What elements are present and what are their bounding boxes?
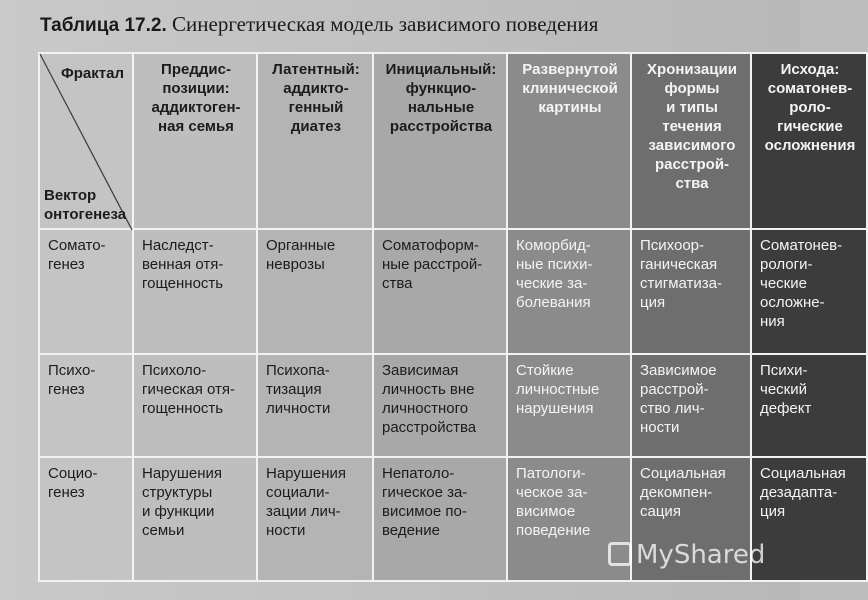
table-cell: Патологи- ческое за- висимое поведение [507, 457, 631, 581]
table-cell: Стойкие личностные нарушения [507, 354, 631, 457]
row-header-sociogenesis: Социо- генез [39, 457, 133, 581]
table-cell: Органные неврозы [257, 229, 373, 354]
table-cell: Зависимая личность вне личностного расстройства [373, 354, 507, 457]
table-cell: Непатоло- гическое за- висимое по- ведение [373, 457, 507, 581]
table-cell: Коморбид- ные психи- ческие за- болевания [507, 229, 631, 354]
table-row [39, 229, 867, 354]
presentation-board-icon [608, 542, 632, 566]
table-cell: Социальная дезадапта- ция [751, 457, 867, 581]
corner-header-cell [39, 53, 133, 229]
table-cell: Психоор- ганическая стигматиза- ция [631, 229, 751, 354]
table-cell: Зависимое расстрой- ство лич- ности [631, 354, 751, 457]
corner-label-fractal: Фрактал [60, 65, 124, 82]
table-caption: Синергетическая модель зависимого поведения [172, 12, 599, 36]
column-header-latent: Латентный: аддикто- генный диатез [257, 53, 373, 229]
corner-label-vector: Вектор онтогенеза [44, 187, 127, 223]
table-cell: Психи- ческий дефект [751, 354, 867, 457]
table-number: Таблица 17.2. [40, 15, 167, 36]
column-header-outcome: Исхода: соматонев- роло- гические осложнения [751, 53, 867, 229]
table-cell: Нарушения социали- зации лич- ности [257, 457, 373, 581]
table-cell: Соматонев- рологи- ческие осложне- ния [751, 229, 867, 354]
watermark-text: MyShared [636, 540, 766, 570]
table-title [40, 12, 598, 37]
table-cell: Соматоформ- ные расстрой- ства [373, 229, 507, 354]
column-header-predispositions: Преддис- позиции: аддиктоген- ная семья [133, 53, 257, 229]
table-cell: Психоло- гическая отя- гощенность [133, 354, 257, 457]
table-cell: Психопа- тизация личности [257, 354, 373, 457]
watermark [608, 540, 765, 570]
column-header-clinical: Развернутой клинической картины [507, 53, 631, 229]
table-cell: Наследст- венная отя- гощенность [133, 229, 257, 354]
table-row [39, 354, 867, 457]
header-row [39, 53, 867, 229]
table-cell: Социальная декомпен- сация [631, 457, 751, 581]
row-header-somatogenesis: Сомато- генез [39, 229, 133, 354]
column-header-initial: Инициальный: функцио- нальные расстройства [373, 53, 507, 229]
column-header-chronization: Хронизации формы и типы течения зависимого расстрой- ства [631, 53, 751, 229]
table-cell: Нарушения структуры и функции семьи [133, 457, 257, 581]
row-header-psychogenesis: Психо-генез [39, 354, 133, 457]
synergetic-model-table [38, 52, 868, 582]
